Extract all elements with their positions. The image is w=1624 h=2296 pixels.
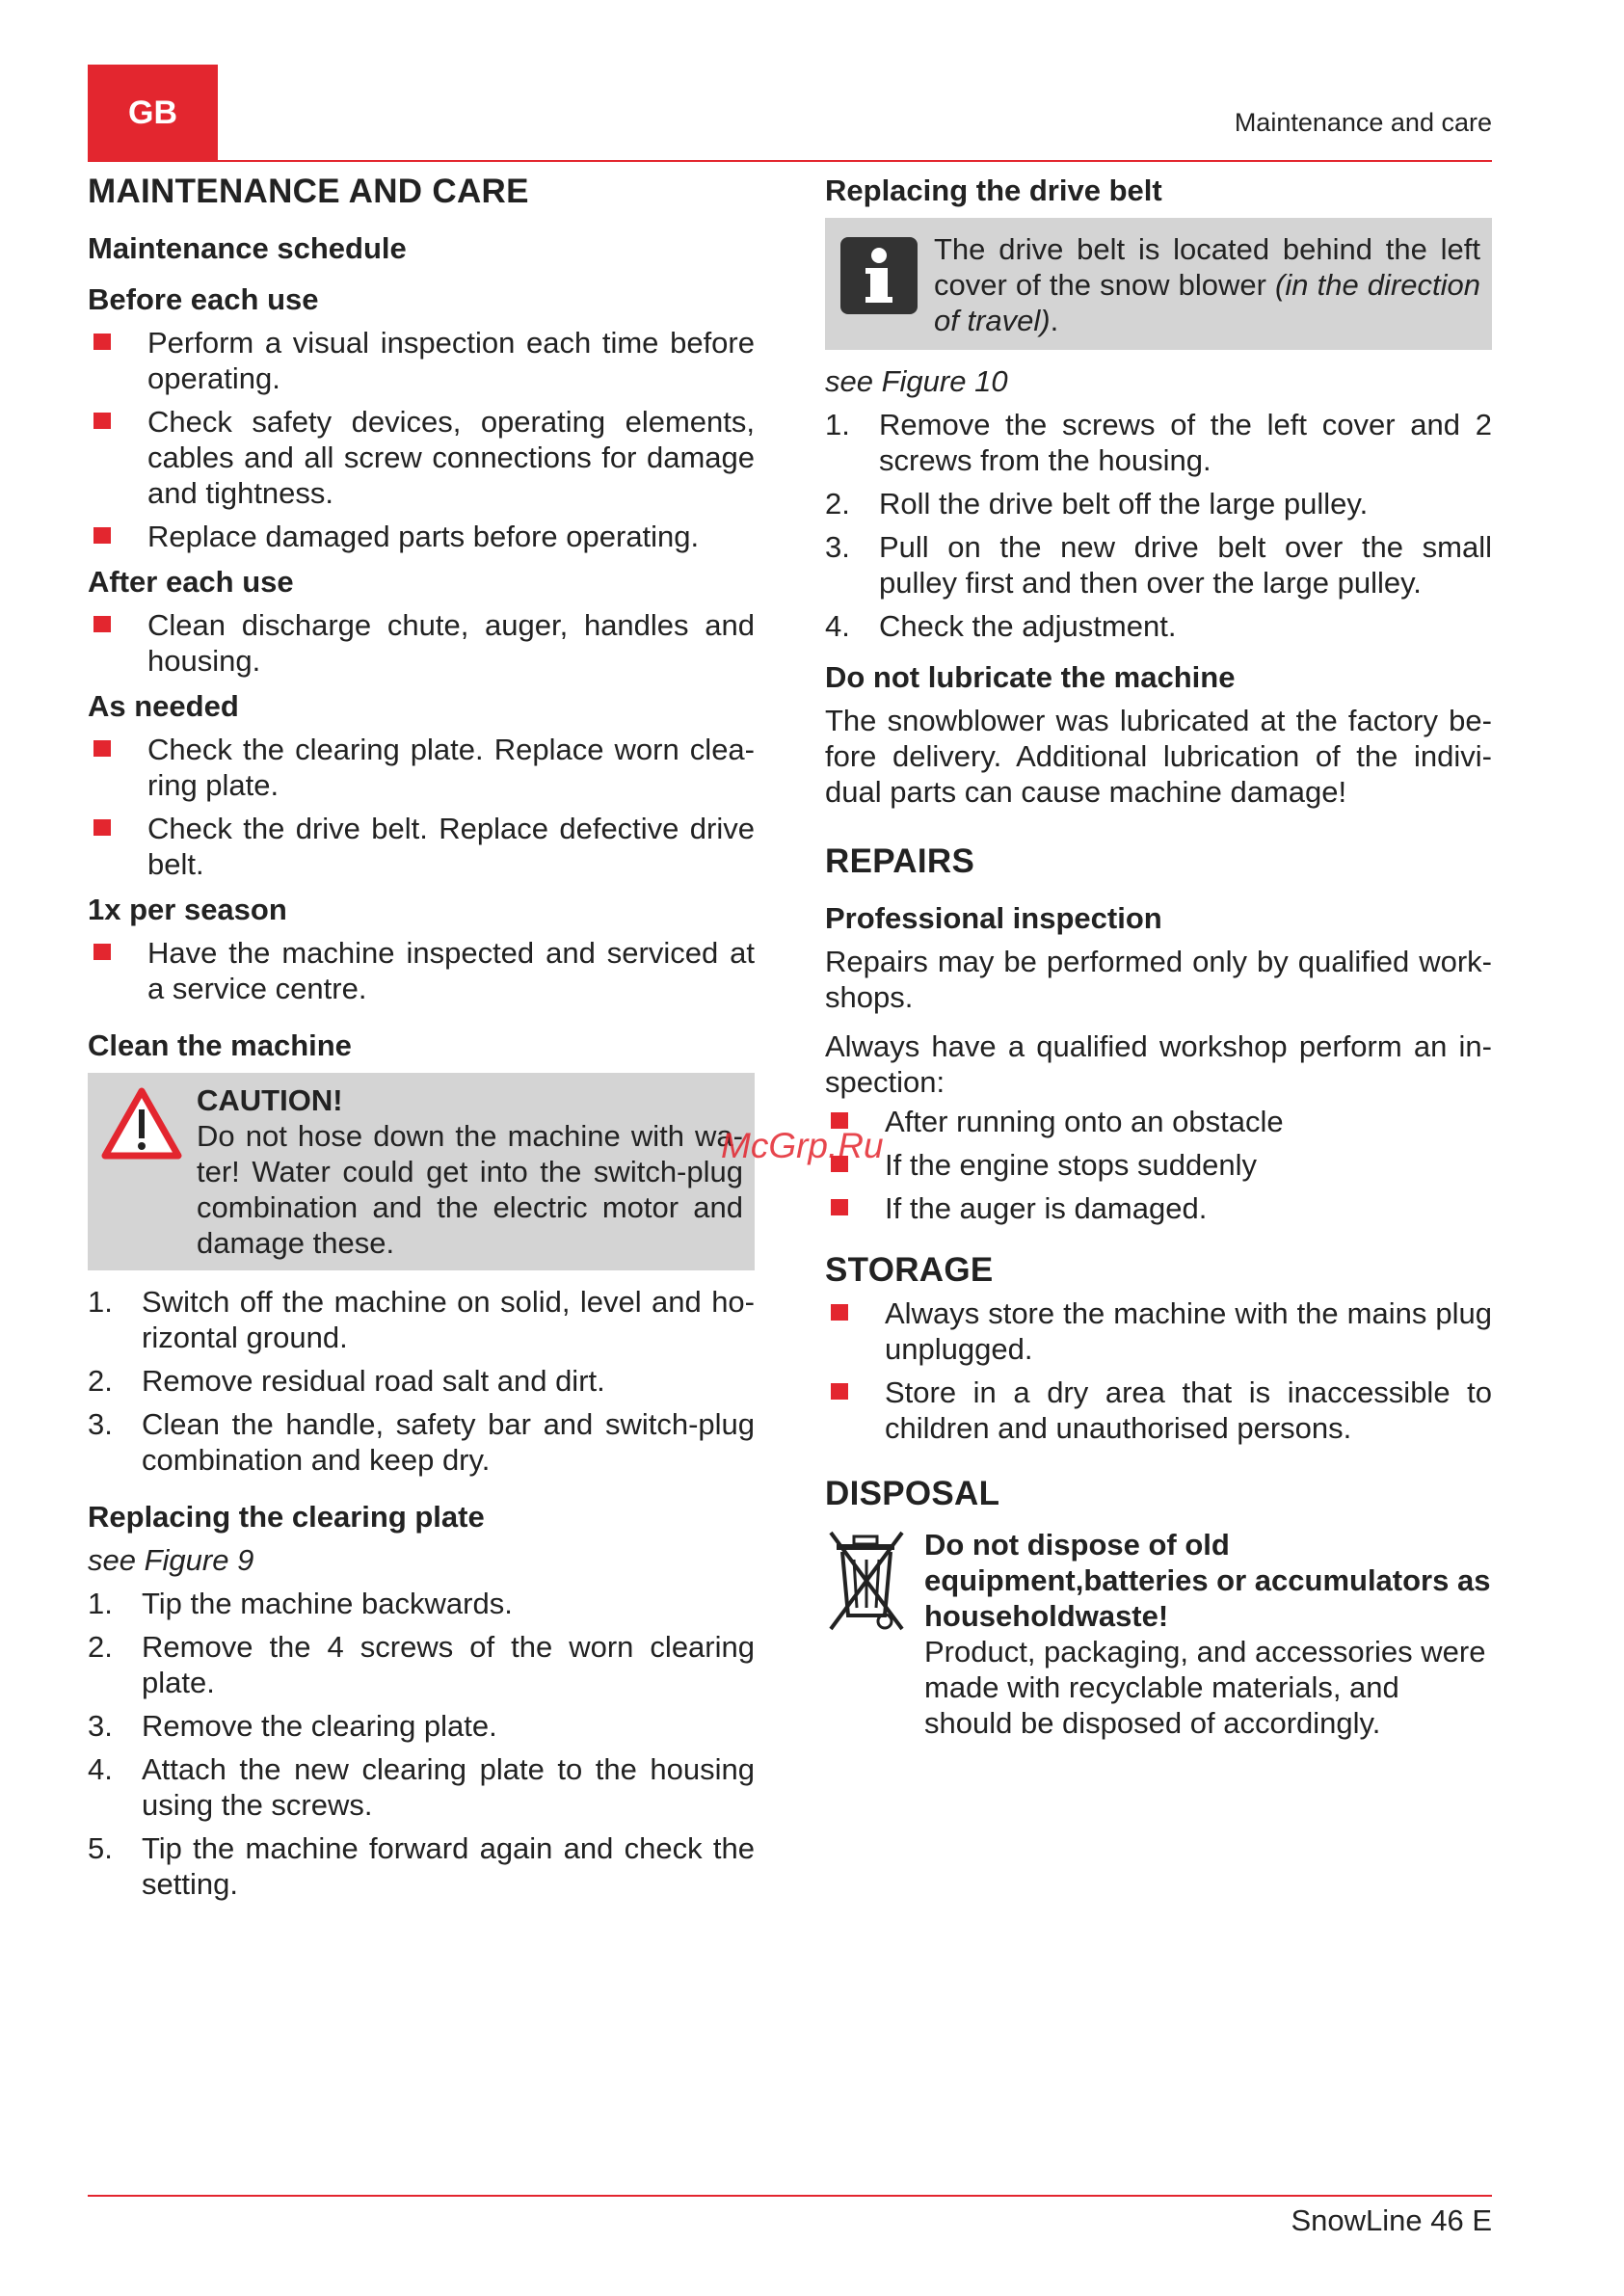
- crossed-out-bin-icon: [825, 1527, 914, 1633]
- subheading-after-each-use: After each use: [88, 565, 294, 599]
- section-title-disposal: DISPOSAL: [825, 1475, 1000, 1512]
- section-title-storage: STORAGE: [825, 1251, 994, 1289]
- caution-title: CAUTION!: [197, 1083, 343, 1117]
- list-item: Store in a dry area that is inaccessible to children and unauthorised persons.: [825, 1375, 1492, 1446]
- disposal-block: [825, 1527, 1492, 1741]
- subheading-clean-machine: Clean the machine: [88, 1028, 352, 1062]
- list-item: Check safety devices, operating elements, cables and all screw connections for damage and tightness.: [88, 404, 755, 511]
- bullet-square-icon: [93, 944, 111, 960]
- plate-steps-list: [88, 1586, 755, 1902]
- bullet-square-icon: [831, 1199, 848, 1215]
- bullet-square-icon: [93, 819, 111, 836]
- section-title-repairs: REPAIRS: [825, 842, 975, 880]
- footer-product-name: SnowLine 46 E: [1291, 2203, 1492, 2237]
- list-item: Check the drive belt. Replace defective drive belt.: [88, 811, 755, 882]
- list-item: 1. Tip the machine backwards.: [88, 1587, 513, 1620]
- belt-steps-list: [825, 407, 1492, 644]
- subheading-professional-inspection: Professional inspection: [825, 901, 1162, 935]
- info-text-italic: (in the direction of travel): [934, 268, 1480, 337]
- list-item: If the engine stops suddenly: [825, 1147, 1492, 1183]
- clean-steps-list: [88, 1284, 755, 1478]
- info-text-end: .: [1050, 304, 1059, 337]
- list-item: 4. Attach the new clearing plate to the housing using the screws.: [88, 1752, 755, 1822]
- list-item: 1. Remove the screws of the left cover and 2 screws from the housing.: [825, 408, 1492, 477]
- list-item: 5. Tip the machine forward again and check the setting.: [88, 1831, 755, 1901]
- section-title-maintenance: MAINTENANCE AND CARE: [88, 173, 529, 210]
- list-item: 3. Clean the handle, safety bar and switch-plug combination and keep dry.: [88, 1407, 755, 1477]
- subheading-replacing-drive-belt: Replacing the drive belt: [825, 174, 1162, 207]
- before-use-list: [88, 325, 755, 554]
- left-column: [88, 169, 755, 1909]
- per-season-list: [88, 935, 755, 1006]
- subheading-before-each-use: Before each use: [88, 282, 319, 316]
- lubrication-paragraph: The snowblower was lubricated at the factory be-fore delivery. Additional lubrication of the indivi-dual parts can cause machine damage!: [825, 704, 1492, 809]
- caution-box: [88, 1073, 755, 1270]
- header-divider: [88, 160, 1492, 162]
- disposal-text: Product, packaging, and accessories were made with recyclable materials, and should be disposed of accordingly.: [924, 1635, 1486, 1740]
- warning-triangle-icon: [101, 1086, 182, 1161]
- info-box: [825, 218, 1492, 350]
- language-tab: GB: [88, 65, 218, 161]
- right-column: [825, 169, 1492, 1741]
- list-item: 2. Remove the 4 screws of the worn clearing plate.: [88, 1630, 755, 1699]
- list-item: After running onto an obstacle: [825, 1104, 1492, 1139]
- list-item: 2. Remove residual road salt and dirt.: [88, 1364, 605, 1398]
- bullet-square-icon: [831, 1383, 848, 1400]
- watermark: McGrp.Ru: [721, 1126, 884, 1165]
- inspection-paragraph-1: Repairs may be performed only by qualified work-shops.: [825, 945, 1492, 1014]
- subheading-as-needed: As needed: [88, 689, 239, 723]
- after-use-list: [88, 607, 755, 679]
- subheading-replacing-clearing-plate: Replacing the clearing plate: [88, 1500, 485, 1534]
- bullet-square-icon: [93, 740, 111, 757]
- inspection-paragraph-2: Always have a qualified workshop perform an in-spection:: [825, 1029, 1492, 1099]
- list-item: Perform a visual inspection each time before operating.: [88, 325, 755, 396]
- list-item: Have the machine inspected and serviced at a service centre.: [88, 935, 755, 1006]
- list-item: Always store the machine with the mains plug unplugged.: [825, 1295, 1492, 1367]
- bullet-square-icon: [93, 527, 111, 544]
- list-item: Check the clearing plate. Replace worn clea-ring plate.: [88, 732, 755, 803]
- subheading-maintenance-schedule: Maintenance schedule: [88, 231, 407, 265]
- figure-reference-9: see Figure 9: [88, 1543, 254, 1577]
- footer-divider: [88, 2195, 1492, 2197]
- list-item: 3. Remove the clearing plate.: [88, 1709, 497, 1743]
- figure-reference-10: see Figure 10: [825, 364, 1008, 398]
- subheading-do-not-lubricate: Do not lubricate the machine: [825, 660, 1236, 694]
- disposal-warning: Do not dispose of old equipment,batteries or accumulators as householdwaste!: [924, 1528, 1491, 1633]
- inspection-list: [825, 1104, 1492, 1226]
- list-item: If the auger is damaged.: [825, 1190, 1492, 1226]
- list-item: 4. Check the adjustment.: [825, 609, 1177, 643]
- info-icon: [840, 237, 918, 314]
- list-item: Clean discharge chute, auger, handles and housing.: [88, 607, 755, 679]
- bullet-square-icon: [93, 616, 111, 632]
- subheading-per-season: 1x per season: [88, 893, 287, 926]
- running-header: Maintenance and care: [1234, 108, 1492, 137]
- info-text: The drive belt is located behind the left cover of the snow blower: [934, 232, 1480, 302]
- list-item: 3. Pull on the new drive belt over the small pulley first and then over the large pulley.: [825, 530, 1492, 600]
- bullet-square-icon: [93, 413, 111, 429]
- bullet-square-icon: [93, 334, 111, 350]
- list-item: 2. Roll the drive belt off the large pulley.: [825, 487, 1369, 521]
- list-item: Replace damaged parts before operating.: [88, 519, 755, 554]
- as-needed-list: [88, 732, 755, 882]
- caution-text: Do not hose down the machine with wa-ter! Water could get into the switch-plug combination and the electric motor and damage these.: [197, 1119, 743, 1260]
- list-item: 1. Switch off the machine on solid, level and ho-rizontal ground.: [88, 1285, 755, 1354]
- storage-list: [825, 1295, 1492, 1446]
- bullet-square-icon: [831, 1304, 848, 1321]
